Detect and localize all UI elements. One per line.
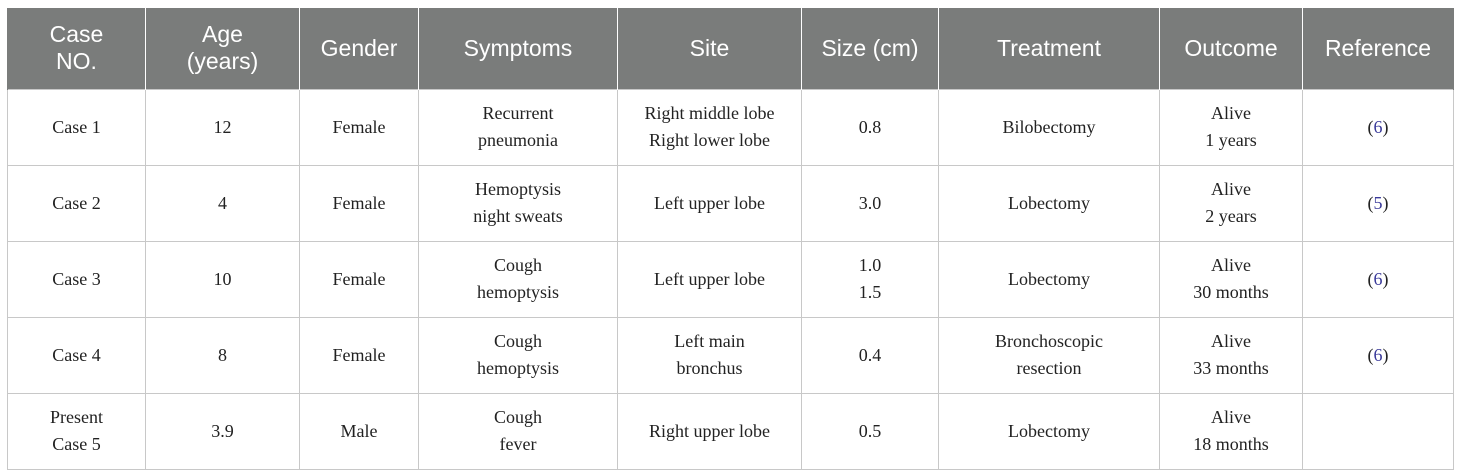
table-row bbox=[8, 241, 1454, 317]
cell-age: 10 bbox=[146, 241, 300, 317]
case-comparison-table bbox=[7, 8, 1454, 470]
header-case-no: Case NO. bbox=[8, 8, 146, 89]
cell-gender: Female bbox=[300, 89, 419, 165]
header-reference: Reference bbox=[1303, 8, 1454, 89]
reference-link[interactable]: 5 bbox=[1373, 192, 1383, 213]
reference-link[interactable]: 6 bbox=[1373, 344, 1383, 365]
header-outcome: Outcome bbox=[1160, 8, 1303, 89]
header-gender: Gender bbox=[300, 8, 419, 89]
cell-symptoms: Cough hemoptysis bbox=[419, 241, 618, 317]
cell-treatment: Lobectomy bbox=[939, 393, 1160, 469]
cell-outcome: Alive 1 years bbox=[1160, 89, 1303, 165]
cell-reference: (5) bbox=[1303, 165, 1454, 241]
cell-case: Case 2 bbox=[8, 165, 146, 241]
reference-link[interactable]: 6 bbox=[1373, 268, 1383, 289]
cell-size: 1.0 1.5 bbox=[802, 241, 939, 317]
table-row bbox=[8, 165, 1454, 241]
header-size: Size (cm) bbox=[802, 8, 939, 89]
cell-age: 4 bbox=[146, 165, 300, 241]
header-treatment: Treatment bbox=[939, 8, 1160, 89]
cell-symptoms: Cough fever bbox=[419, 393, 618, 469]
cell-age: 8 bbox=[146, 317, 300, 393]
cell-site: Left upper lobe bbox=[618, 241, 802, 317]
cell-case: Case 1 bbox=[8, 89, 146, 165]
header-age: Age (years) bbox=[146, 8, 300, 89]
cell-outcome: Alive 30 months bbox=[1160, 241, 1303, 317]
cell-site: Right upper lobe bbox=[618, 393, 802, 469]
case-table-container bbox=[7, 8, 1453, 470]
cell-outcome: Alive 2 years bbox=[1160, 165, 1303, 241]
cell-reference: (6) bbox=[1303, 317, 1454, 393]
cell-age: 3.9 bbox=[146, 393, 300, 469]
cell-site: Right middle lobe Right lower lobe bbox=[618, 89, 802, 165]
cell-treatment: Lobectomy bbox=[939, 241, 1160, 317]
table-row bbox=[8, 317, 1454, 393]
header-site: Site bbox=[618, 8, 802, 89]
cell-treatment: Lobectomy bbox=[939, 165, 1160, 241]
cell-size: 0.5 bbox=[802, 393, 939, 469]
cell-reference bbox=[1303, 393, 1454, 469]
header-symptoms: Symptoms bbox=[419, 8, 618, 89]
cell-reference: (6) bbox=[1303, 89, 1454, 165]
table-header-row bbox=[8, 8, 1454, 89]
reference-link[interactable]: 6 bbox=[1373, 116, 1383, 137]
cell-gender: Male bbox=[300, 393, 419, 469]
cell-outcome: Alive 18 months bbox=[1160, 393, 1303, 469]
cell-gender: Female bbox=[300, 165, 419, 241]
cell-case: Present Case 5 bbox=[8, 393, 146, 469]
cell-site: Left upper lobe bbox=[618, 165, 802, 241]
cell-gender: Female bbox=[300, 317, 419, 393]
cell-gender: Female bbox=[300, 241, 419, 317]
cell-treatment: Bronchoscopic resection bbox=[939, 317, 1160, 393]
cell-age: 12 bbox=[146, 89, 300, 165]
cell-symptoms: Recurrent pneumonia bbox=[419, 89, 618, 165]
cell-symptoms: Hemoptysis night sweats bbox=[419, 165, 618, 241]
table-row bbox=[8, 393, 1454, 469]
cell-size: 3.0 bbox=[802, 165, 939, 241]
cell-treatment: Bilobectomy bbox=[939, 89, 1160, 165]
cell-case: Case 3 bbox=[8, 241, 146, 317]
table-row bbox=[8, 89, 1454, 165]
cell-size: 0.8 bbox=[802, 89, 939, 165]
cell-symptoms: Cough hemoptysis bbox=[419, 317, 618, 393]
cell-case: Case 4 bbox=[8, 317, 146, 393]
cell-site: Left main bronchus bbox=[618, 317, 802, 393]
cell-reference: (6) bbox=[1303, 241, 1454, 317]
cell-outcome: Alive 33 months bbox=[1160, 317, 1303, 393]
cell-size: 0.4 bbox=[802, 317, 939, 393]
